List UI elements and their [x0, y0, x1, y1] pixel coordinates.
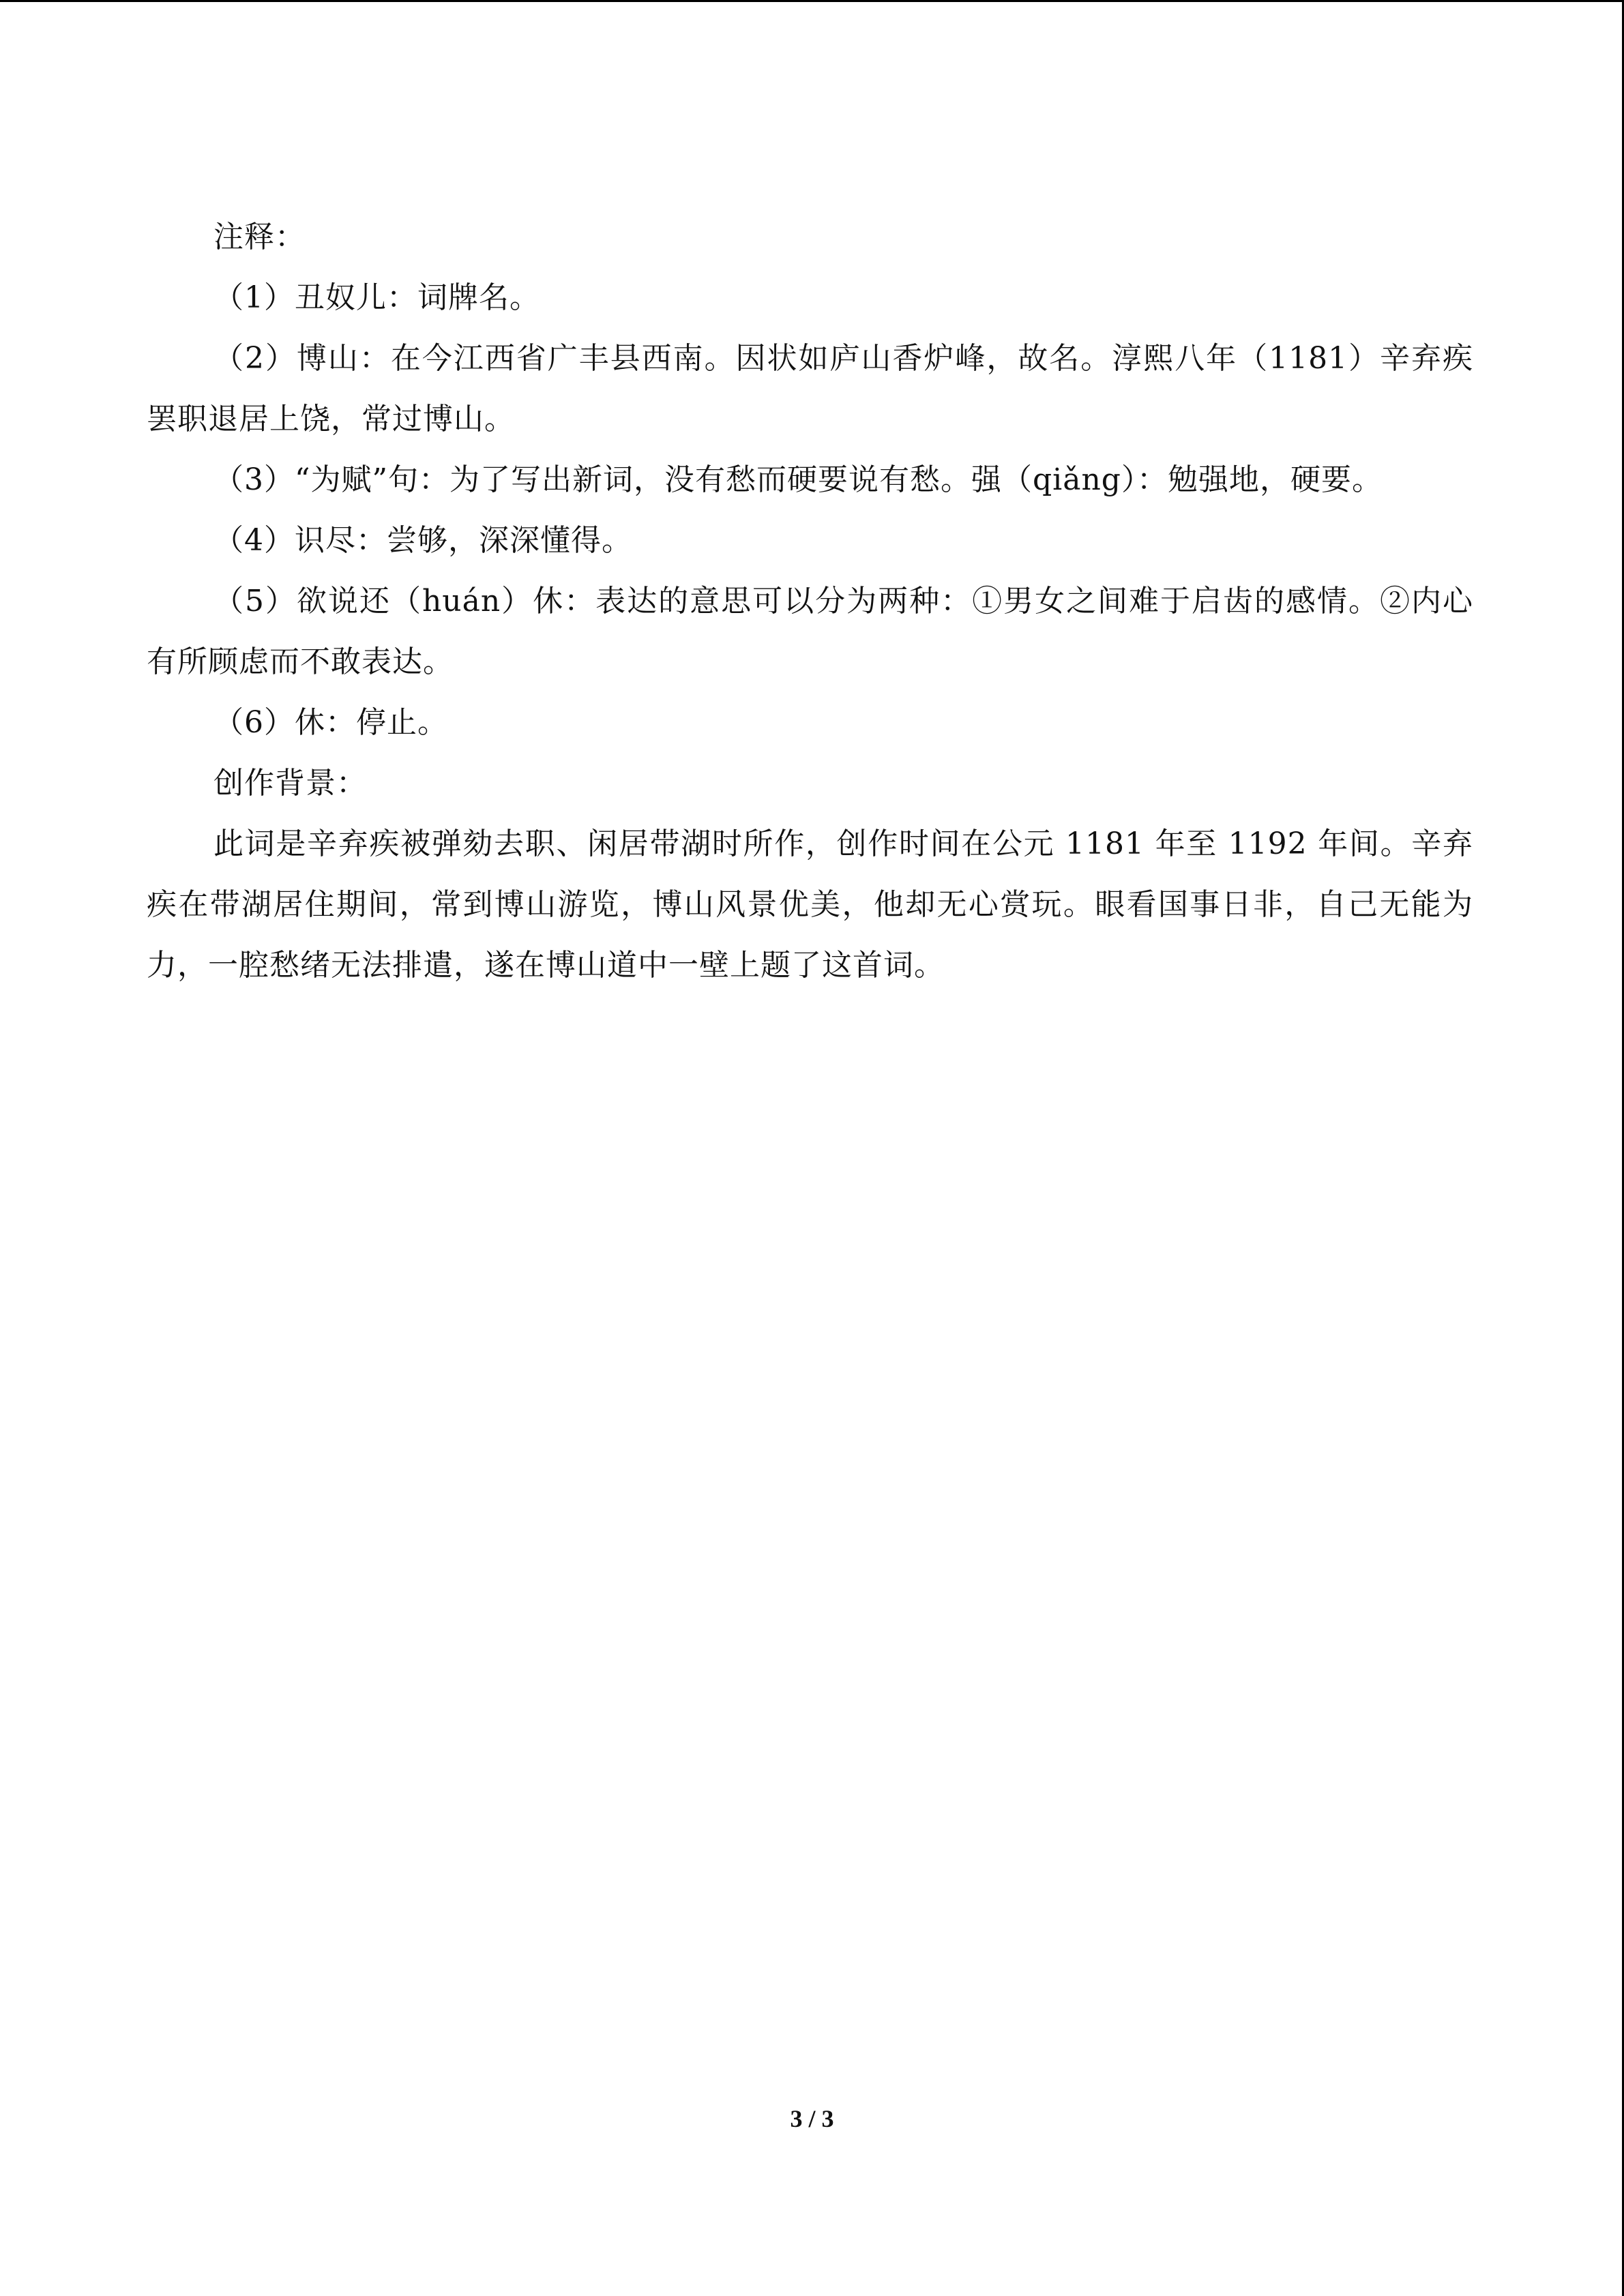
note-6: （6）休：停止。: [213, 705, 448, 740]
document-body: [147, 207, 1473, 996]
note-4: （4）识尽：尝够，深深懂得。: [213, 523, 632, 558]
page-number: 3 / 3: [790, 2105, 834, 2132]
note-3: （3）“为赋”句：为了写出新词，没有愁而硬要说有愁。强（qiǎng）：勉强地，硬要。: [213, 462, 1383, 497]
notes-heading: 注释：: [213, 220, 306, 254]
background-paragraph: 此词是辛弃疾被弹劾去职、闲居带湖时所作，创作时间在公元 1181 年至 1192 年间。辛弃疾在带湖居住期间，常到博山游览，博山风景优美，他却无心赏玩。眼看国事日非，自己无能为力，一腔愁绪无法排遣，遂在博山道中一壁上题了这首词。: [147, 826, 1473, 983]
note-2: （2）博山：在今江西省广丰县西南。因状如庐山香炉峰，故名。淳熙八年（1181）辛弃疾罢职退居上饶，常过博山。: [147, 341, 1473, 436]
note-1: （1）丑奴儿：词牌名。: [213, 280, 540, 315]
background-heading: 创作背景：: [213, 766, 367, 801]
note-5: （5）欲说还（huán）休：表达的意思可以分为两种：①男女之间难于启齿的感情。②内心有所顾虑而不敢表达。: [147, 584, 1473, 679]
